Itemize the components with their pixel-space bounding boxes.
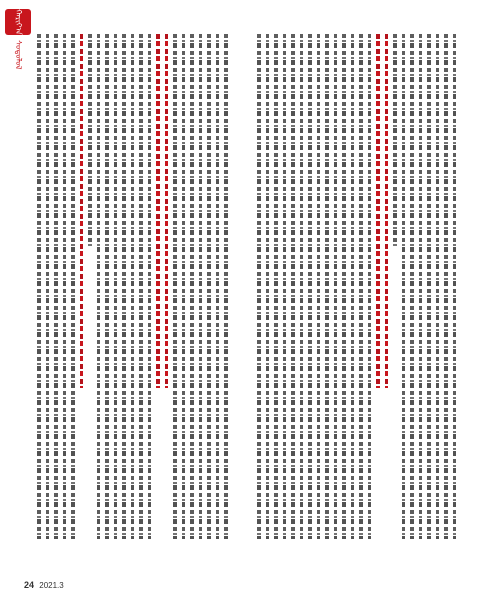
section-label: ᠰᠤᠳᠤᠯᠤᠯ	[14, 40, 23, 70]
text-line	[137, 34, 145, 539]
text-line	[180, 34, 188, 539]
text-line	[52, 34, 60, 539]
text-line	[44, 34, 52, 539]
text-line	[434, 34, 442, 539]
page-footer	[24, 580, 64, 590]
text-line	[391, 34, 399, 539]
text-line	[154, 34, 162, 539]
text-line	[332, 34, 340, 539]
text-line	[306, 34, 314, 539]
text-line	[61, 34, 69, 539]
text-line	[112, 34, 120, 539]
text-line	[374, 34, 382, 539]
text-line	[366, 34, 374, 539]
text-line	[171, 34, 179, 539]
text-line	[272, 34, 280, 539]
text-line	[86, 34, 94, 539]
text-line	[146, 34, 154, 539]
section-badge-text: ᠬᠠᠷᠢᠶ᠎ᠠ	[14, 9, 23, 35]
text-line	[69, 34, 77, 539]
issue-number: 2021.3	[39, 581, 64, 590]
text-line	[197, 34, 205, 539]
text-line	[417, 34, 425, 539]
text-line	[163, 34, 171, 539]
text-line	[400, 34, 408, 539]
section-badge	[5, 9, 31, 35]
text-line	[188, 34, 196, 539]
text-line	[78, 34, 86, 539]
text-line	[383, 34, 391, 539]
page-number: 24	[24, 580, 35, 590]
text-line	[95, 34, 103, 539]
text-line	[120, 34, 128, 539]
text-line	[315, 34, 323, 539]
text-line	[442, 34, 450, 539]
text-line	[323, 34, 331, 539]
text-line	[214, 34, 222, 539]
text-line	[349, 34, 357, 539]
text-line	[340, 34, 348, 539]
text-line	[408, 34, 416, 539]
text-line	[451, 34, 459, 539]
text-line	[103, 34, 111, 539]
text-line	[129, 34, 137, 539]
text-line	[222, 34, 230, 539]
text-block-left	[35, 34, 235, 539]
text-line	[298, 34, 306, 539]
text-line	[264, 34, 272, 539]
text-line	[281, 34, 289, 539]
text-line	[205, 34, 213, 539]
text-line	[255, 34, 263, 539]
text-line	[425, 34, 433, 539]
text-line	[357, 34, 365, 539]
text-line	[289, 34, 297, 539]
text-block-right	[255, 34, 465, 539]
text-line	[35, 34, 43, 539]
